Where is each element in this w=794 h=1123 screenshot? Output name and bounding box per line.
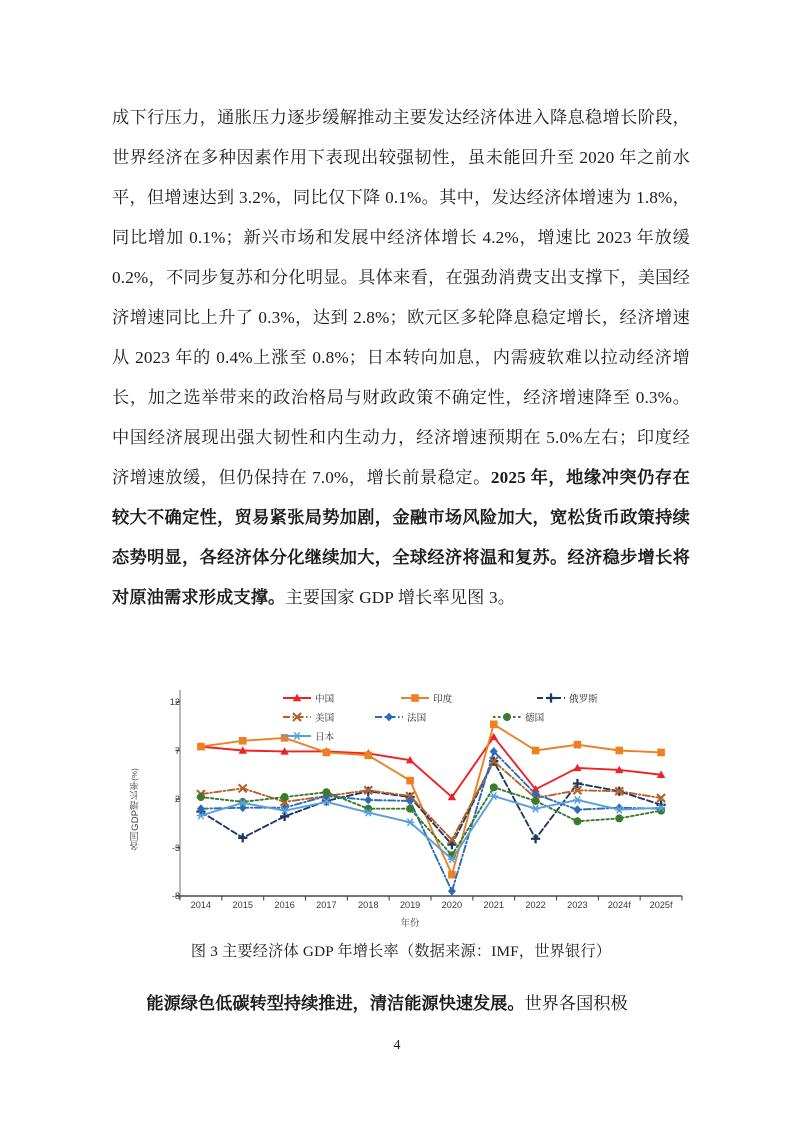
legend-swatch-icon — [374, 711, 404, 723]
figure-3 — [130, 676, 690, 934]
closing-bold-text: 能源绿色低碳转型持续推进，清洁能源快速发展。 — [146, 994, 525, 1013]
legend-swatch-icon — [282, 730, 312, 742]
data-point-circle — [532, 797, 540, 805]
page-number: 4 — [393, 1038, 401, 1053]
data-point-diamond — [448, 887, 456, 896]
x-tick-label: 2018 — [358, 900, 379, 910]
data-point-asterisk — [293, 732, 301, 739]
legend-swatch-icon — [282, 711, 312, 723]
legend-label: 德国 — [525, 712, 545, 724]
y-axis-label-text: 各国GDP增长率 — [129, 780, 140, 851]
legend-item-中国 — [282, 688, 400, 707]
x-tick-label: 2023 — [567, 900, 588, 910]
data-point-asterisk — [531, 805, 539, 812]
x-tick-label: 2024f — [607, 900, 631, 910]
data-point-circle — [490, 783, 498, 791]
data-point-square — [197, 743, 205, 751]
y-tick-label: 12 — [169, 697, 180, 707]
legend-label: 印度 — [433, 693, 453, 705]
closing-normal-text: 世界各国积极 — [524, 994, 628, 1013]
legend-item-美国 — [282, 707, 374, 726]
body-text-block — [112, 98, 690, 618]
data-point-circle — [281, 793, 289, 801]
legend-label: 俄罗斯 — [569, 693, 598, 705]
data-point-asterisk — [490, 792, 498, 799]
data-point-square — [411, 694, 419, 702]
data-point-circle — [322, 788, 330, 796]
gdp-growth-line-chart — [130, 676, 690, 934]
data-point-circle — [197, 793, 205, 801]
legend-item-德国 — [492, 707, 628, 726]
legend-item-日本 — [282, 726, 386, 745]
chart-legend — [282, 688, 682, 745]
data-point-diamond — [573, 805, 581, 814]
legend-swatch-icon — [400, 692, 430, 704]
data-point-asterisk — [573, 796, 581, 803]
paragraph-run-1: 2025 年，地缘冲突仍存在较大不确定性，贸易紧张局势加剧，金融市场风险加大，宽松货币政策持续态势明显，各经济体分化继续加大，全球经济将温和复苏。经济稳步增长将对原油需求形成支撑。 — [112, 468, 690, 607]
legend-swatch-icon — [536, 692, 566, 704]
data-point-square — [448, 871, 456, 879]
y-axis-label-unit: (%) — [130, 768, 139, 781]
paragraph-main — [112, 98, 690, 618]
paragraph-run-0: 成下行压力，通胀压力逐步缓解推动主要发达经济体进入降息稳增长阶段，世界经济在多种因素作用下表现出较强韧性，虽未能回升至 2020 年之前水平，但增速达到 3.2%，同比仅下降 0.1%。其中，发达经济体增速为 1.8%，同比增加 0.1%；新兴市场和发展中经济体增长 4.2%，增速比 2023 年放缓 0.2%，不同步复苏和分化明显。具体来看，在强劲消费支出支撑下，美国经济增速同比上升了 0.3%，达到 2.8%；欧元区多轮降息稳定增长，经济增速从 2023 年的 0.4%上涨至 0.8%；日本转向加息，内需疲软难以拉动经济增长，加之选举带来的政治格局与财政政策不确定性，经济增速降至 0.3%。中国经济展现出强大韧性和内生动力，经济增速预期在 5.0%左右；印度经济增速放缓，但仍保持在 7.0%，增长前景稳定。 — [112, 108, 690, 487]
x-tick-label: 2025f — [649, 900, 673, 910]
data-point-plus — [280, 812, 289, 821]
data-point-diamond — [385, 712, 393, 721]
legend-label: 美国 — [315, 712, 335, 724]
data-point-square — [532, 747, 540, 755]
legend-label: 日本 — [315, 731, 335, 743]
data-point-plus — [531, 834, 540, 843]
series-美国 — [197, 757, 665, 844]
data-point-square — [615, 747, 623, 755]
legend-item-俄罗斯 — [536, 688, 640, 707]
data-point-square — [657, 749, 665, 757]
x-tick-label: 2019 — [399, 900, 421, 910]
x-tick-label: 2021 — [483, 900, 504, 910]
x-tick-label: 2020 — [441, 900, 463, 910]
paragraph-run-2: 主要国家 GDP 增长率见图 3。 — [285, 588, 516, 607]
x-tick-label: 2015 — [232, 900, 253, 910]
x-tick-label: 2022 — [525, 900, 546, 910]
closing-paragraph — [112, 984, 690, 1024]
y-tick-label: -3 — [171, 842, 180, 853]
y-tick-label: 7 — [174, 745, 180, 756]
data-point-circle — [573, 817, 581, 825]
x-tick-label: 2016 — [274, 900, 295, 910]
legend-swatch-icon — [492, 711, 522, 723]
data-point-square — [323, 749, 331, 757]
series-俄罗斯 — [196, 757, 665, 850]
legend-item-印度 — [400, 688, 536, 707]
chart-x-axis-label: 年份 — [400, 917, 420, 928]
data-point-diamond — [364, 796, 372, 805]
y-tick-label: 2 — [174, 794, 180, 804]
data-point-square — [239, 737, 247, 745]
data-point-square — [364, 752, 372, 760]
x-tick-label: 2017 — [316, 900, 337, 910]
legend-swatch-icon — [282, 692, 312, 704]
y-tick-label: -8 — [171, 891, 180, 901]
data-point-circle — [406, 805, 414, 813]
data-point-circle — [615, 814, 623, 822]
legend-item-法国 — [374, 707, 492, 726]
data-point-square — [406, 777, 414, 785]
data-point-plus — [238, 833, 247, 842]
data-point-circle — [503, 713, 511, 721]
figure-caption: 图 3 主要经济体 GDP 年增长率（数据来源：IMF，世界银行） — [190, 943, 612, 960]
data-point-plus — [546, 693, 555, 702]
legend-label: 中国 — [315, 693, 335, 705]
x-tick-label: 2014 — [190, 900, 212, 910]
y-axis-ticks — [142, 676, 180, 934]
legend-label: 法国 — [407, 712, 427, 724]
